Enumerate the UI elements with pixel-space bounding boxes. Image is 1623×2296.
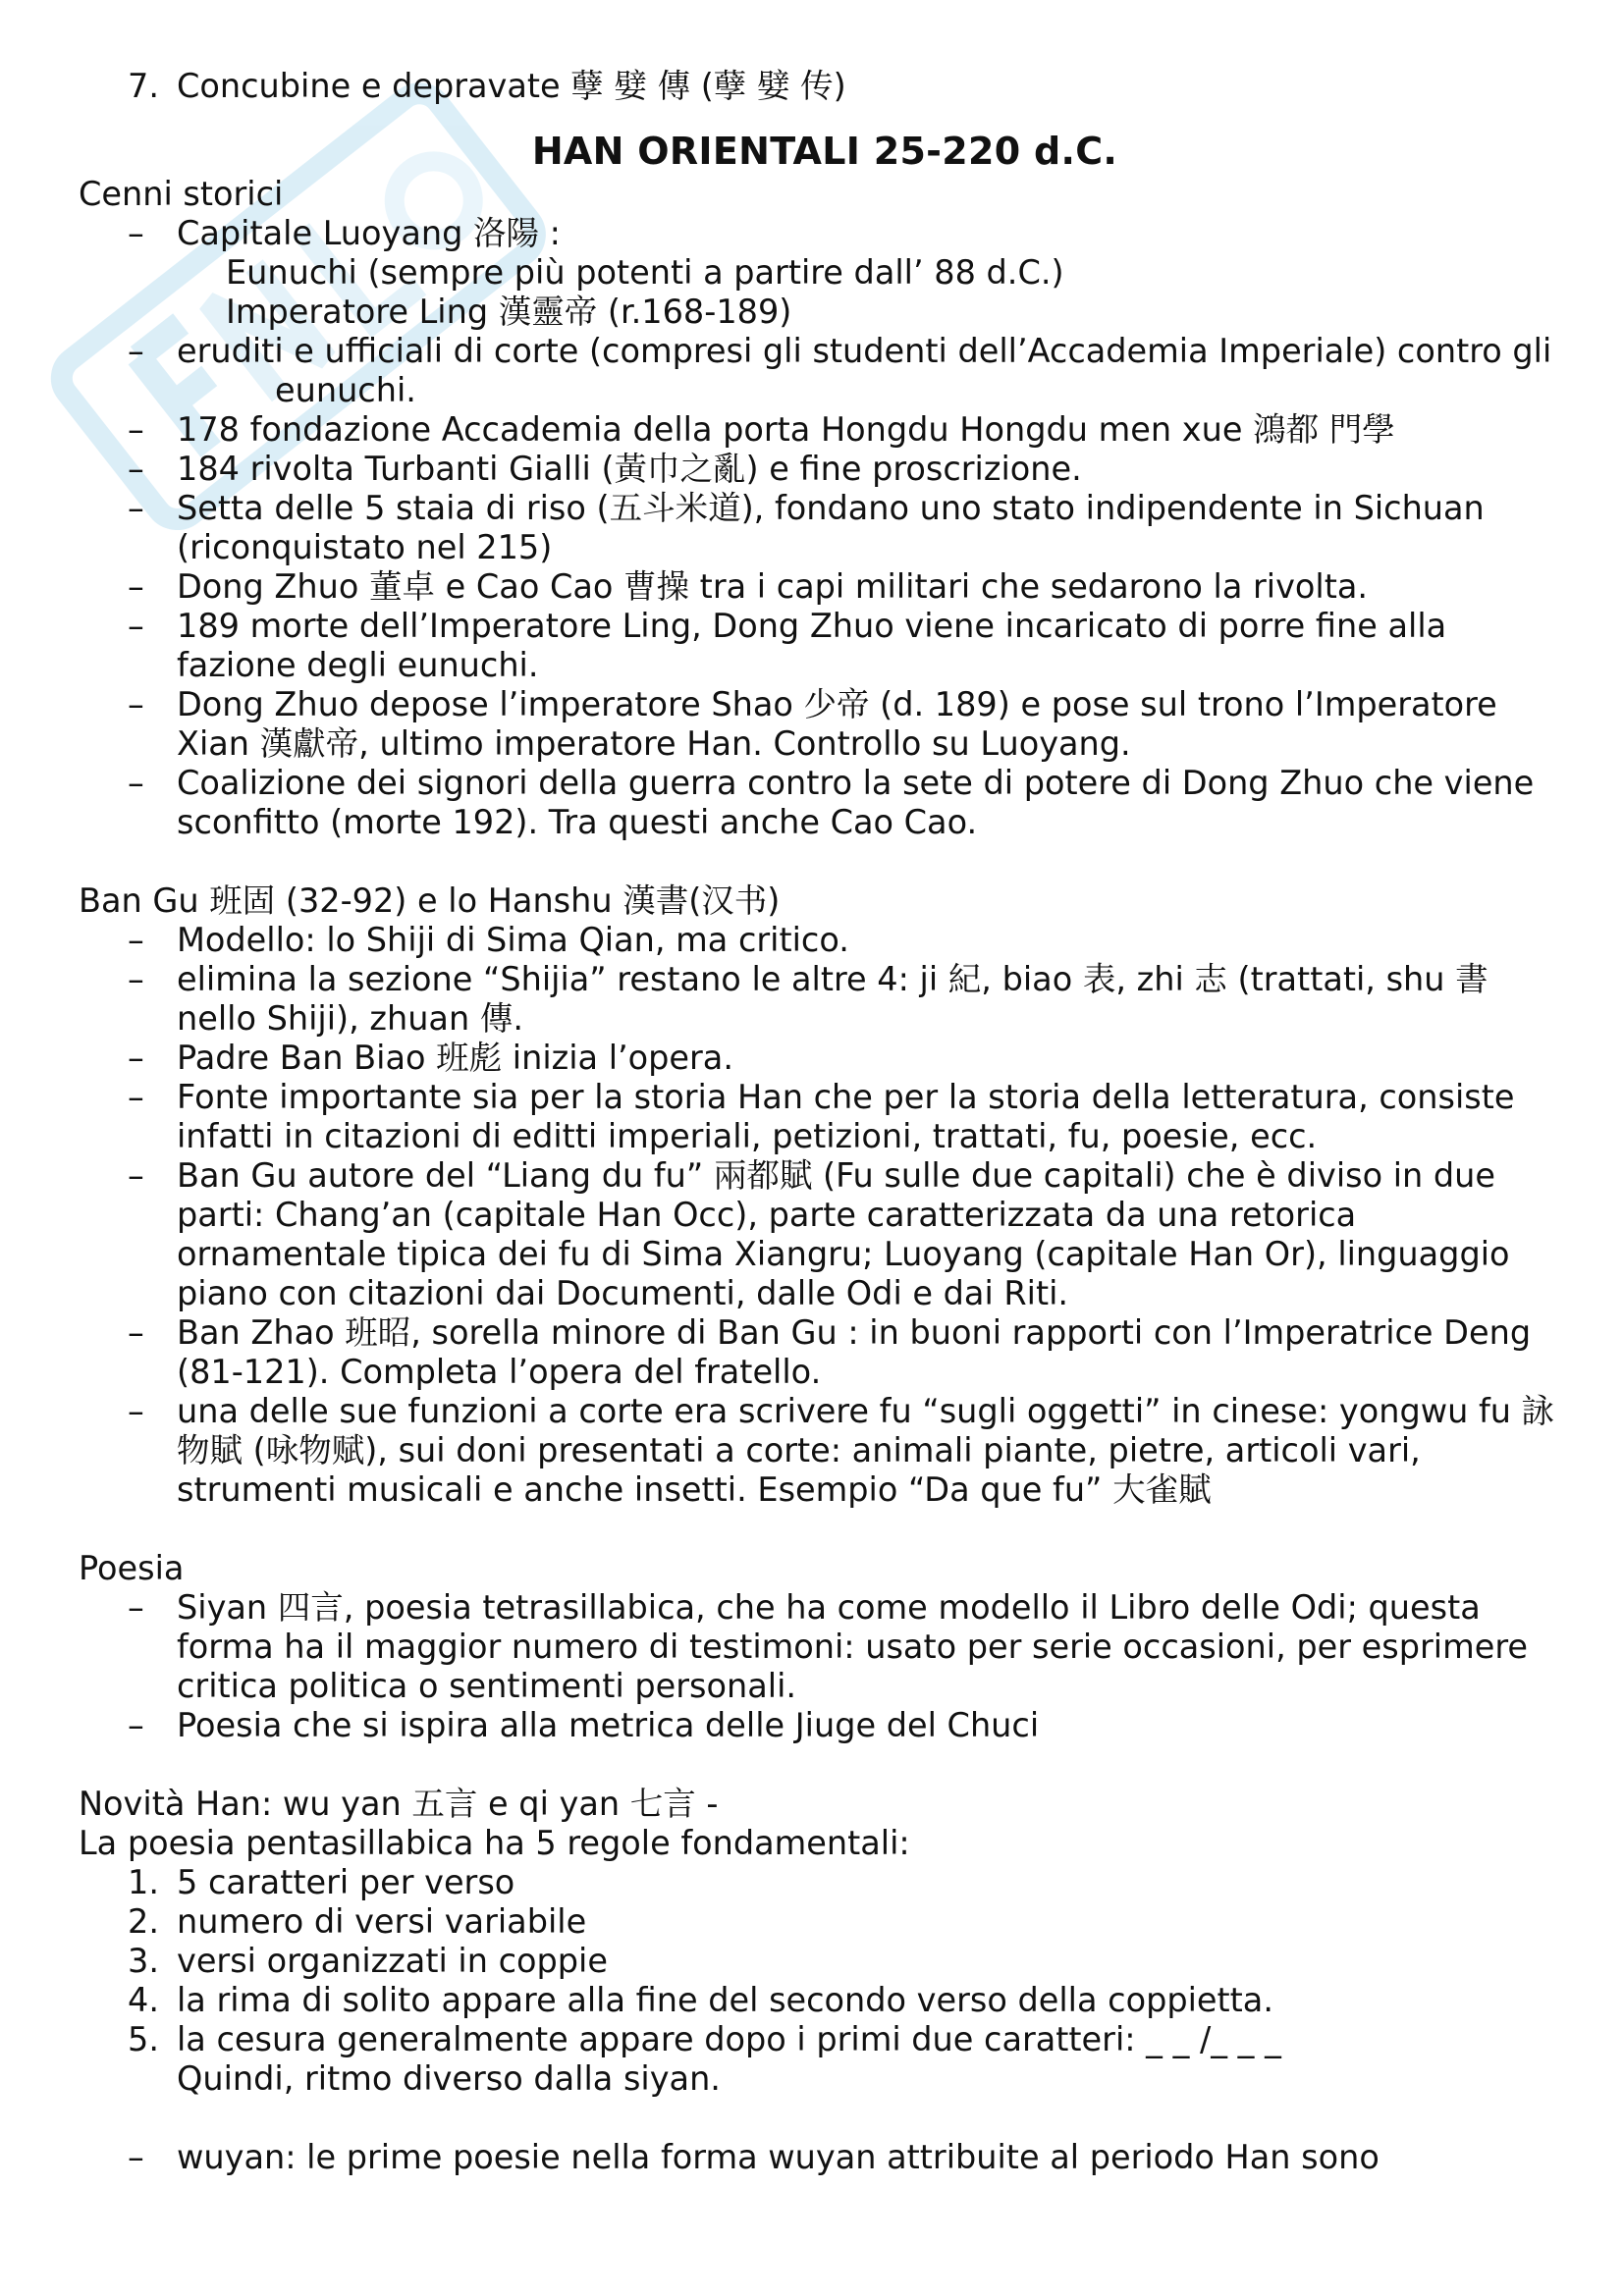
list-item <box>79 1078 1571 1156</box>
bangu-list <box>79 921 1571 1510</box>
rules-list <box>79 1863 1571 2059</box>
cenni-list-continued <box>79 332 1571 842</box>
list-item-text: Setta delle 5 staia di riso (五斗米道), fondano uno stato indipendente in Sichuan (riconquistato nel 215) <box>177 489 1485 566</box>
list-item <box>79 1863 1571 1902</box>
list-item <box>79 685 1571 764</box>
rule-continuation: Quindi, ritmo diverso dalla siyan. <box>177 2059 721 2098</box>
novita-line: Novità Han: wu yan 五言 e qi yan 七言 - <box>79 1785 719 1823</box>
list-item <box>79 1156 1571 1313</box>
sub-line: Imperatore Ling 漢靈帝 (r.168-189) <box>226 293 792 331</box>
list-item <box>79 450 1571 489</box>
novita-intro: La poesia pentasillabica ha 5 regole fondamentali: <box>79 1824 910 1862</box>
list-number: 7. <box>128 67 159 105</box>
list-item-text: Padre Ban Biao 班彪 inizia l’opera. <box>177 1039 733 1077</box>
list-item <box>79 2020 1571 2059</box>
list-item-text: 178 fondazione Accademia della porta Hongdu Hongdu men xue 鴻都 門學 <box>177 410 1395 449</box>
list-item-text: Coalizione dei signori della guerra contro la sete di potere di Dong Zhuo che viene sconfitto (morte 192). Tra questi anche Cao Cao. <box>177 764 1535 841</box>
list-item-text: Concubine e depravate 孽 嬖 傳 (孽 嬖 传) <box>177 67 846 105</box>
list-item <box>79 764 1571 842</box>
list-item-text: Dong Zhuo depose l’imperatore Shao 少帝 (d. 189) e pose sul trono l’Imperatore Xian 漢獻帝, ultimo imperatore Han. Controllo su Luoyang. <box>177 685 1497 763</box>
poesia-list <box>79 1588 1571 1745</box>
document-page <box>79 67 1571 2177</box>
spacer <box>79 2099 1571 2138</box>
list-item-continuation: eunuchi. <box>275 371 416 409</box>
list-item <box>79 67 1571 106</box>
list-item-text: 184 rivolta Turbanti Gialli (黃巾之亂) e fine proscrizione. <box>177 450 1082 488</box>
spacer <box>79 842 1571 881</box>
list-item <box>79 1942 1571 1981</box>
list-item-text: wuyan: le prime poesie nella forma wuyan attribuite al periodo Han sono <box>177 2138 1380 2176</box>
list-item-text: Dong Zhuo 董卓 e Cao Cao 曹操 tra i capi militari che sedarono la rivolta. <box>177 567 1369 606</box>
bangu-heading: Ban Gu 班固 (32-92) e lo Hanshu 漢書(汉书) <box>79 881 781 920</box>
sub-line: Eunuchi (sempre più potenti a partire dall’ 88 d.C.) <box>226 253 1064 292</box>
spacer <box>79 1510 1571 1549</box>
list-item-text: eruditi e ufficiali di corte (compresi gli studenti dell’Accademia Imperiale) contro gli <box>177 332 1552 370</box>
cenni-heading: Cenni storici <box>79 175 284 213</box>
list-item <box>79 2138 1571 2177</box>
list-item <box>79 607 1571 685</box>
list-item-text: la cesura generalmente appare dopo i primi due caratteri: _ _ /_ _ _ <box>177 2020 1281 2058</box>
list-number: 5. <box>128 2020 159 2058</box>
wuyan-list <box>79 2138 1571 2177</box>
list-item-text: la rima di solito appare alla fine del secondo verso della coppietta. <box>177 1981 1273 2019</box>
list-item <box>79 921 1571 960</box>
list-item-text: elimina la sezione “Shijia” restano le altre 4: ji 紀, biao 表, zhi 志 (trattati, shu 書 nello Shiji), zhuan 傳. <box>177 960 1488 1038</box>
list-number: 4. <box>128 1981 159 2019</box>
list-item <box>79 1706 1571 1745</box>
list-item-text: Siyan 四言, poesia tetrasillabica, che ha come modello il Libro delle Odi; questa forma ha il maggior numero di testimoni: usato per serie occasioni, per esprimere critica politica o sentimenti personali. <box>177 1588 1528 1705</box>
list-item-text: numero di versi variabile <box>177 1902 587 1941</box>
list-number: 2. <box>128 1902 159 1941</box>
list-number: 3. <box>128 1942 159 1980</box>
list-item <box>79 1588 1571 1706</box>
list-item <box>79 960 1571 1039</box>
top-numbered-list <box>79 67 1571 106</box>
poesia-heading: Poesia <box>79 1549 185 1587</box>
list-item <box>79 567 1571 607</box>
spacer <box>79 1745 1571 1785</box>
list-item-text: Ban Zhao 班昭, sorella minore di Ban Gu : in buoni rapporti con l’Imperatrice Deng (81-121). Completa l’opera del fratello. <box>177 1313 1532 1391</box>
list-item <box>79 1392 1571 1510</box>
list-item-text: 5 caratteri per verso <box>177 1863 515 1901</box>
list-item-text: una delle sue funzioni a corte era scrivere fu “sugli oggetti” in cinese: yongwu fu 詠物賦 (咏物赋), sui doni presentati a corte: animali piante, pietre, articoli vari, strumenti musicali e anche insetti. Esempio “Da que fu” 大雀賦 <box>177 1392 1555 1509</box>
section-title: HAN ORIENTALI 25-220 d.C. <box>531 130 1118 173</box>
list-item <box>79 1039 1571 1078</box>
list-item-text: Poesia che si ispira alla metrica delle Jiuge del Chuci <box>177 1706 1040 1744</box>
list-item <box>79 332 1571 410</box>
list-item <box>79 489 1571 567</box>
list-item <box>79 1981 1571 2020</box>
cenni-list <box>79 214 1571 253</box>
list-item-text: Ban Gu autore del “Liang du fu” 兩都賦 (Fu sulle due capitali) che è diviso in due parti: Chang’an (capitale Han Occ), parte caratterizzata da una retorica ornamentale tipica dei fu di Sima Xiangru; Luoyang (capitale Han Or), linguaggio piano con citazioni dai Documenti, dalle Odi e dai Riti. <box>177 1156 1510 1312</box>
list-item-text: Modello: lo Shiji di Sima Qian, ma critico. <box>177 921 849 959</box>
list-item <box>79 1902 1571 1942</box>
list-number: 1. <box>128 1863 159 1901</box>
list-item-text: Fonte importante sia per la storia Han che per la storia della letteratura, consiste infatti in citazioni di editti imperiali, petizioni, trattati, fu, poesie, ecc. <box>177 1078 1515 1155</box>
list-item <box>79 214 1571 253</box>
list-item-text: Capitale Luoyang 洛陽 : <box>177 214 561 252</box>
list-item-text: versi organizzati in coppie <box>177 1942 608 1980</box>
list-item <box>79 410 1571 450</box>
list-item <box>79 1313 1571 1392</box>
list-item-text: 189 morte dell’Imperatore Ling, Dong Zhuo viene incaricato di porre fine alla fazione degli eunuchi. <box>177 607 1447 684</box>
